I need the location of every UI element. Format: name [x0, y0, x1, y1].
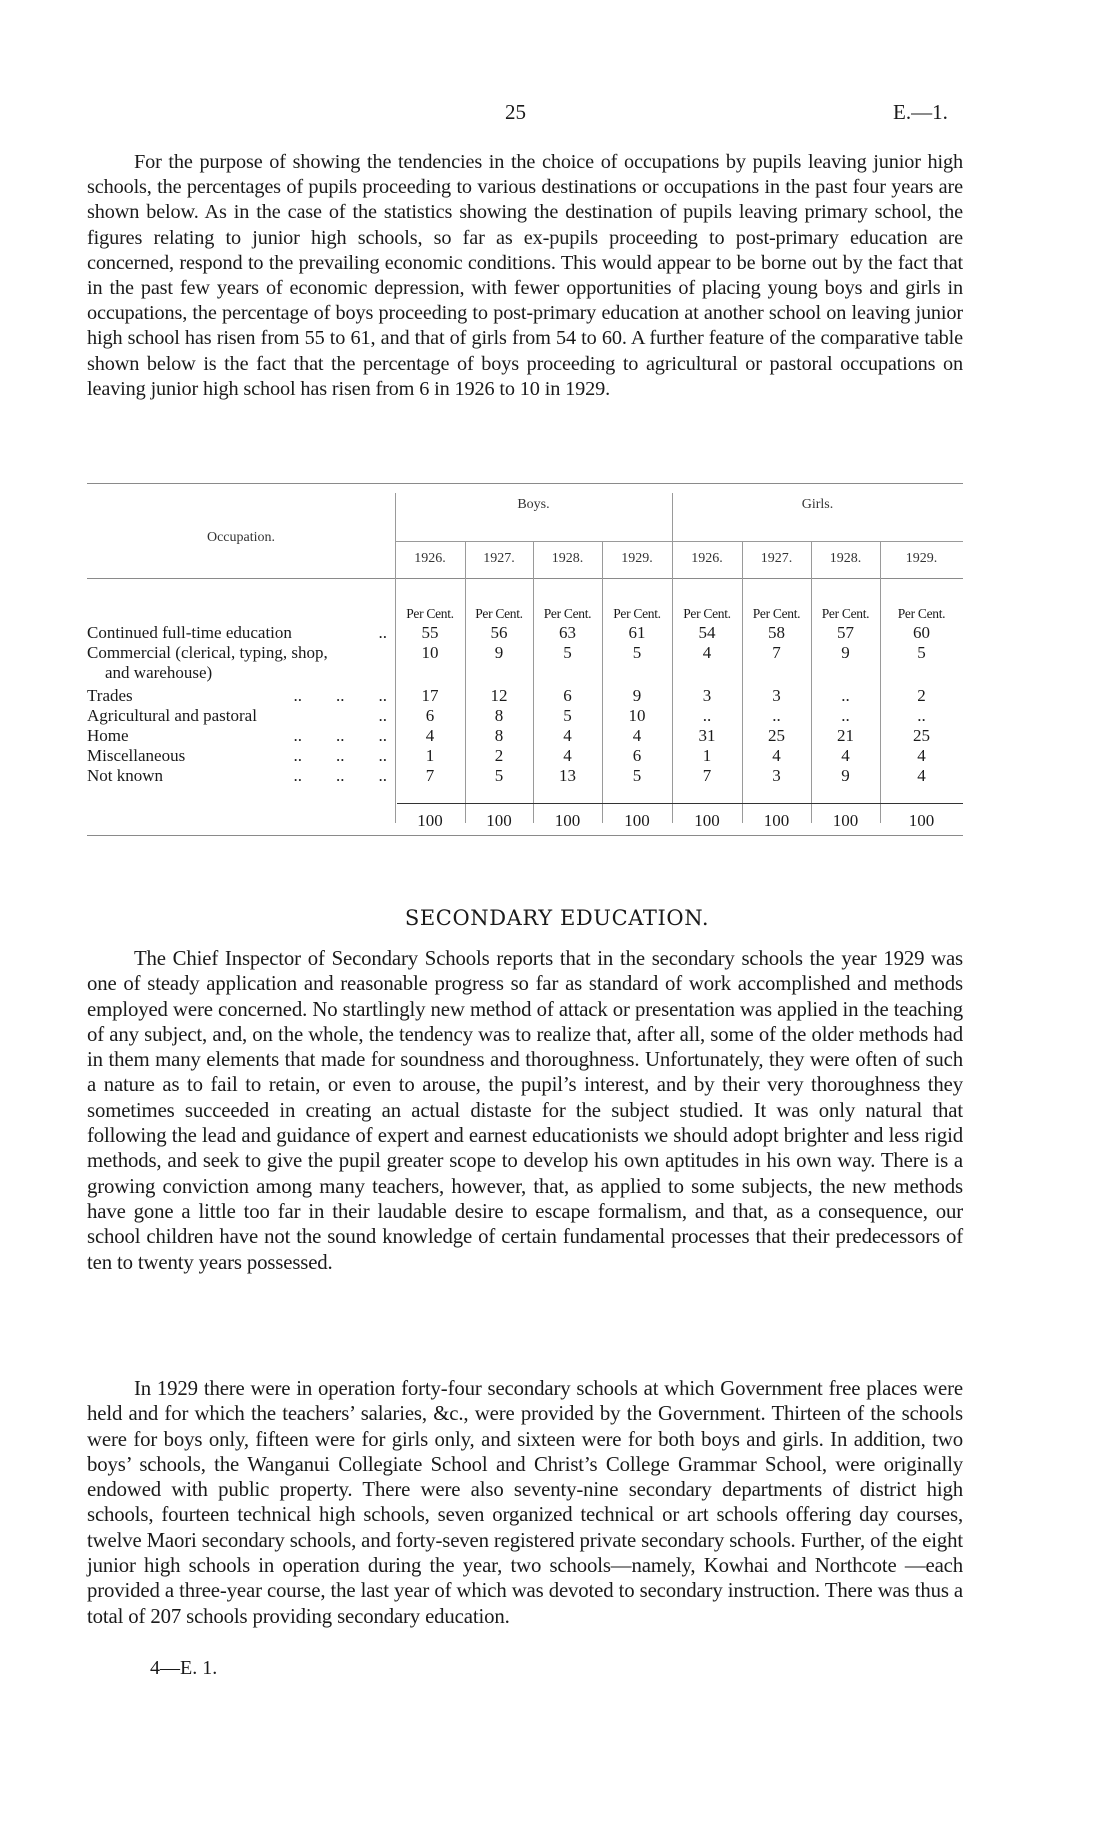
table-cell: 4 — [702, 643, 712, 662]
table-cell: .. — [702, 706, 712, 725]
table-cell: .. — [841, 706, 850, 725]
table-cell: 6 — [632, 746, 642, 765]
table-cell: 6 — [425, 706, 435, 725]
signature-reference: 4—E. 1. — [150, 1657, 218, 1679]
unit-label: Per Cent. — [683, 606, 731, 621]
table-cell: 13 — [559, 766, 576, 785]
year-header: 1929. — [905, 551, 938, 566]
row-label-continuation: and warehouse) — [105, 663, 213, 682]
table-cell: 5 — [494, 766, 504, 785]
table-cell: 2 — [917, 686, 926, 705]
table-cell: 9 — [632, 686, 642, 705]
row-label-text: Trades — [87, 686, 133, 705]
table-cell: 10 — [421, 643, 439, 662]
table-cell: 17 — [421, 686, 439, 705]
row-label-text: Not known — [87, 766, 164, 785]
table-cell: 5 — [632, 766, 642, 785]
row-label-text: Home — [87, 726, 129, 745]
document-reference: E.—1. — [893, 100, 948, 124]
row-label-text: Continued full-time education — [87, 623, 292, 642]
total-cell: 100 — [486, 811, 512, 830]
secondary-paragraph-2: In 1929 there were in operation forty-four secondary schools at which Government free places were held and for which the teachers’ salaries, &c., were provided by the Government. Thirteen of the schools were for boys only, fifteen were for girls only, and sixteen were for both boys and girls. In addition, two boys’ schools, the Wanganui Collegiate School and Christ’s College Grammar School, were originally endowed with public property. There were also seventy-nine secondary departments of district high schools, fourteen technical high schools, seven organized technical or art schools offering day courses, twelve Maori secondary schools, and forty-seven registered private secondary schools. Further, of the eight junior high schools in operation during the year, two schools—namely, Kowhai and Northcote —each provided a three-year course, the last year of which was devoted to secondary instruction. There was thus a total of 207 schools providing secondary education. — [87, 1377, 963, 1628]
table-cell: 1 — [702, 746, 712, 765]
year-header: 1927. — [760, 551, 793, 566]
table-cell: 25 — [913, 726, 930, 745]
table-cell: 56 — [490, 623, 508, 642]
row-label — [87, 643, 395, 663]
leader-dots: .. .. .. — [293, 746, 387, 765]
table-cell: 9 — [494, 643, 504, 662]
row-label — [87, 766, 395, 786]
leader-dots: .. .. .. — [293, 726, 387, 745]
table-cell: 4 — [917, 766, 926, 785]
row-label-text: Agricultural and pastoral — [87, 706, 257, 725]
group-divider — [395, 541, 963, 542]
table-cell: 57 — [837, 623, 854, 642]
table-cell: 5 — [632, 643, 642, 662]
row-label — [87, 726, 395, 746]
table-cell: 8 — [494, 706, 504, 725]
leader-dots: .. — [378, 623, 387, 642]
table-cell: 6 — [563, 686, 572, 705]
total-cell: 100 — [417, 811, 443, 830]
table-cell: 5 — [917, 643, 926, 662]
unit-label: Per Cent. — [475, 606, 523, 621]
unit-label: Per Cent. — [543, 606, 592, 621]
table-cell: 4 — [841, 746, 850, 765]
year-header: 1929. — [621, 551, 653, 566]
table-cell: 4 — [772, 746, 781, 765]
table-cell: 3 — [772, 686, 781, 705]
table-cell: 31 — [698, 726, 716, 745]
table-cell: 21 — [837, 726, 854, 745]
year-header: 1926. — [691, 551, 723, 566]
table-cell: 3 — [772, 766, 781, 785]
unit-label: Per Cent. — [406, 606, 454, 621]
table-cell: 9 — [841, 643, 850, 662]
leader-dots: .. .. .. — [293, 686, 387, 705]
total-cell: 100 — [624, 811, 650, 830]
total-cell: 100 — [554, 811, 581, 830]
unit-label: Per Cent. — [897, 606, 946, 621]
leader-dots: .. .. .. — [293, 766, 387, 785]
row-label — [87, 686, 395, 706]
leader-dots: .. — [378, 706, 387, 725]
year-header: 1927. — [483, 551, 515, 566]
total-cell: 100 — [832, 811, 859, 830]
row-label — [87, 706, 395, 726]
table-cell: 8 — [494, 726, 504, 745]
occupations-table — [87, 483, 963, 836]
unit-label: Per Cent. — [821, 606, 870, 621]
year-header: 1928. — [551, 551, 584, 566]
table-cell: 1 — [425, 746, 435, 765]
table-cell: 4 — [917, 746, 926, 765]
table-cell: .. — [772, 706, 781, 725]
table-cell: 4 — [425, 726, 435, 745]
table-bottom-rule — [87, 835, 963, 836]
section-heading: SECONDARY EDUCATION. — [404, 906, 710, 930]
table-cell: 60 — [913, 623, 930, 642]
row-label-text: Commercial (clerical, typing, shop, — [87, 643, 328, 662]
table-cell: .. — [917, 706, 926, 725]
intro-paragraph: For the purpose of showing the tendencies in the choice of occupations by pupils leaving junior high schools, the percentages of pupils proceeding to various destinations or occupations in the past four years are shown below. As in the case of the statistics showing the destination of pupils leaving primary school, the figures relating to junior high schools, so far as ex-pupils proceeding to post-primary education are concerned, respond to the prevailing economic conditions. This would appear to be borne out by the fact that in the past few years of economic depression, with fewer opportunities of placing young boys and girls in occupations, the percentage of boys proceeding to post-primary education at another school on leaving junior high school has risen from 55 to 61, and that of girls from 54 to 60. A further feature of the comparative table shown below is the fact that the percentage of boys proceeding to agricultural or pastoral occupations on leaving junior high school has risen from 6 in 1926 to 10 in 1929. — [87, 151, 963, 400]
table-cell: 58 — [768, 623, 785, 642]
table-cell: 3 — [702, 686, 712, 705]
table-cell: 10 — [628, 706, 646, 725]
group-header-girls: Girls. — [801, 497, 834, 512]
row-label — [87, 746, 395, 766]
row-label — [87, 623, 395, 643]
table-cell: 54 — [698, 623, 716, 642]
table-cell: 55 — [421, 623, 439, 642]
group-header-boys: Boys. — [517, 497, 550, 512]
table-cell: 5 — [563, 643, 572, 662]
table-cell: 2 — [494, 746, 504, 765]
table-cell: 4 — [563, 726, 572, 745]
page-number: 25 — [505, 100, 526, 124]
table-cell: 5 — [563, 706, 572, 725]
table-cell: .. — [841, 686, 850, 705]
table-cell: 7 — [702, 766, 712, 785]
table-header-rule — [87, 578, 963, 579]
table-cell: 7 — [772, 643, 781, 662]
total-cell: 100 — [694, 811, 720, 830]
year-header: 1928. — [829, 551, 862, 566]
table-cell: 61 — [628, 623, 646, 642]
total-cell: 100 — [908, 811, 935, 830]
table-top-rule — [87, 483, 963, 484]
table-cell: 9 — [841, 766, 850, 785]
table-cell: 4 — [563, 746, 572, 765]
row-label-text: Miscellaneous — [87, 746, 186, 765]
occupation-header: Occupation. — [206, 530, 276, 545]
year-header: 1926. — [414, 551, 446, 566]
table-cell: 12 — [490, 686, 508, 705]
unit-label: Per Cent. — [613, 606, 661, 621]
totals-rule — [397, 803, 963, 804]
table-cell: 4 — [632, 726, 642, 745]
table-cell: 63 — [559, 623, 576, 642]
total-cell: 100 — [763, 811, 790, 830]
unit-label: Per Cent. — [752, 606, 801, 621]
secondary-paragraph-1: The Chief Inspector of Secondary Schools reports that in the secondary schools the year 1929 was one of steady application and reasonable progress so far as standard of work accomplished and methods employed were concerned. No startlingly new method of attack or presentation was applied in the teaching of any subject, and, on the whole, the tendency was to realize that, after all, some of the older methods had in them many elements that made for soundness and thoroughness. Unfortunately, they were often of such a nature as to fail to retain, or even to arouse, the pupil’s interest, and by their very thoroughness they sometimes succeeded in creating an actual distaste for the subject studied. It was only natural that following the lead and guidance of expert and earnest educationists we should adopt brighter and less rigid methods, and seek to give the pupil greater scope to develop his own aptitudes in his own way. There is a growing conviction among many teachers, however, that, as applied to some subjects, the new methods have gone a little too far in their laudable desire to escape formalism, and that, as a consequence, our school children have not the sound knowledge of certain fundamental processes that their predecessors of ten to twenty years possessed. — [87, 947, 963, 1274]
table-cell: 25 — [768, 726, 785, 745]
table-cell: 7 — [425, 766, 435, 785]
